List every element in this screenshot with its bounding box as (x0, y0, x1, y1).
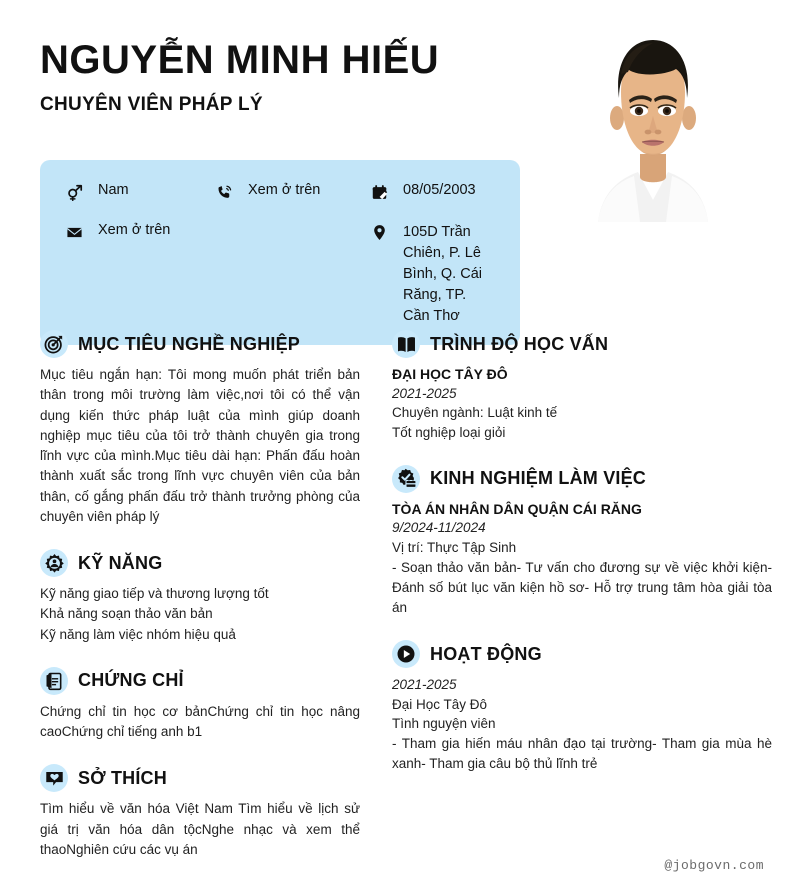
section-certificates (40, 667, 360, 743)
left-column (40, 330, 360, 860)
activities-org: Đại Học Tây Đô (392, 696, 488, 712)
section-hobbies (40, 764, 360, 860)
contact-phone-value: Xem ở trên (248, 182, 321, 198)
contact-email (66, 222, 371, 327)
right-column (392, 330, 772, 775)
section-hobbies-header (40, 764, 360, 792)
section-experience (392, 465, 772, 619)
education-line-0: Chuyên ngành: Luật kinh tế (392, 405, 558, 421)
education-date: 2021-2025 (392, 385, 457, 401)
section-hobbies-text: Tìm hiểu về văn hóa Việt Nam Tìm hiểu về lịch sử giá trị văn hóa dân tộcNghe nhạc và xem thể thaoNghiên cứu các vụ án (40, 801, 360, 857)
envelope-icon (66, 222, 88, 242)
contact-row-1 (66, 182, 494, 202)
candidate-name: NGUYỄN MINH HIẾU (40, 38, 440, 82)
section-education-header (392, 330, 772, 358)
section-education-title: TRÌNH ĐỘ HỌC VẤN (430, 333, 609, 354)
section-skills-item-1: Khả năng soạn thảo văn bản (40, 606, 213, 622)
section-skills (40, 549, 360, 645)
person-target-icon (40, 549, 68, 577)
location-pin-icon (371, 222, 393, 242)
contact-row-2 (66, 222, 494, 327)
portrait-illustration (588, 22, 718, 222)
section-objective-title: MỤC TIÊU NGHỀ NGHIỆP (78, 333, 301, 354)
candidate-job-title: CHUYÊN VIÊN PHÁP LÝ (40, 94, 263, 115)
contact-address (371, 222, 494, 327)
contact-address-value: 105D Trần Chiên, P. Lê Bình, Q. Cái Răng, TP. Cần Thơ (403, 224, 482, 325)
phone-icon (216, 182, 238, 202)
contact-info-box (40, 160, 520, 345)
section-education (392, 330, 772, 443)
experience-position: Vị trí: Thực Tập Sinh (392, 540, 517, 556)
open-book-icon (392, 330, 420, 358)
play-circle-icon (392, 640, 420, 668)
section-activities-title: HOẠT ĐỘNG (430, 643, 542, 664)
contact-gender (66, 182, 216, 202)
section-skills-item-2: Kỹ năng làm việc nhóm hiệu quả (40, 626, 236, 642)
section-skills-item-0: Kỹ năng giao tiếp và thương lượng tốt (40, 586, 269, 601)
experience-description: - Soạn thảo văn bản- Tư vấn cho đương sự về việc khởi kiện- Đánh số bút lục văn kiện hồ sơ- Hỗ trợ trung tâm hòa giải tòa án (392, 559, 772, 616)
section-objective-text: Mục tiêu ngắn hạn: Tôi mong muốn phát triển bản thân trong môi trường làm việc,nơi tôi có thể vận dụng kiến thức pháp luật của mình giúp doanh nghiệp mục tiêu của tôi trở thành chuyên gia trong lĩnh vực của mình.Mục tiêu dài hạn: Phấn đấu hoàn thành xuất sắc trong lĩnh vực chuyên viên của bản thân, cố gắng phấn đấu trở thành trưởng phòng của chuyên viên pháp lý (40, 367, 360, 524)
section-skills-title: KỸ NĂNG (78, 552, 163, 573)
badge-briefcase-icon (392, 465, 420, 493)
section-objective (40, 330, 360, 527)
experience-date: 9/2024-11/2024 (392, 520, 486, 536)
target-icon (40, 330, 68, 358)
activities-position: Tình nguyện viên (392, 716, 496, 732)
calendar-icon (371, 182, 393, 202)
contact-gender-value: Nam (98, 182, 129, 198)
education-org: ĐẠI HỌC TÂY ĐÔ (392, 366, 508, 382)
section-certificates-text: Chứng chỉ tin học cơ bảnChứng chỉ tin học nâng caoChứng chỉ tiếng anh b1 (40, 703, 360, 739)
activities-date: 2021-2025 (392, 677, 457, 693)
contact-birthday-value: 08/05/2003 (403, 182, 476, 198)
certificate-icon (40, 667, 68, 695)
section-experience-header (392, 465, 772, 493)
section-certificates-header (40, 667, 360, 695)
watermark: @jobgovn.com (664, 858, 764, 873)
experience-org: TÒA ÁN NHÂN DÂN QUẬN CÁI RĂNG (392, 500, 642, 517)
section-experience-title: KINH NGHIỆM LÀM VIỆC (430, 468, 647, 489)
section-activities (392, 640, 772, 774)
section-certificates-title: CHỨNG CHỈ (78, 670, 184, 691)
section-skills-header (40, 549, 360, 577)
education-line-1: Tốt nghiệp loại giỏi (392, 425, 506, 441)
section-activities-header (392, 640, 772, 668)
heart-bubble-icon (40, 764, 68, 792)
candidate-photo (588, 22, 718, 222)
contact-birthday (371, 182, 494, 202)
contact-email-value: Xem ở trên (98, 222, 171, 238)
gender-icon (66, 182, 88, 202)
activities-description: - Tham gia hiến máu nhân đạo tại trường- Tham gia mùa hè xanh- Tham gia câu bộ thủ lĩnh trẻ (392, 736, 772, 772)
section-objective-header (40, 330, 360, 358)
contact-phone (216, 182, 371, 202)
section-hobbies-title: SỞ THÍCH (78, 767, 167, 788)
